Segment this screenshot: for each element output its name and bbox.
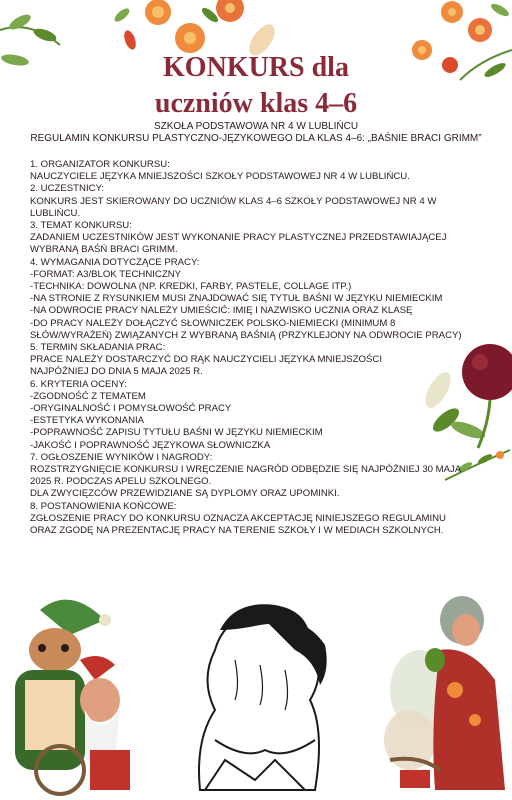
text-line: 8. POSTANOWIENIA KOŃCOWE: [30,500,177,512]
text-line: 6. KRYTERIA OCENY: [30,378,127,390]
text-line: 4. WYMAGANIA DOTYCZĄCE PRACY: [30,256,200,268]
fairy-illustration [380,590,512,800]
text-line: 2025 R. PODCZAS APELU SZKOLNEGO. [30,476,212,488]
text-line: NAJPÓŹNIEJ DO DNIA 5 MAJA 2025 R. [30,366,203,378]
text-line: -ESTETYKA WYKONANIA [30,415,145,427]
text-line: SŁÓW/WYRAŻEŃ) ZWIĄZANYCH Z WYBRANĄ BAŚNIĄ (PRZYKLEJONY NA ODWROCIE PRACY) [30,329,462,341]
text-line: PRACE NALEŻY DOSTARCZYĆ DO RĄK NAUCZYCIELI JĘZYKA MNIEJSZOŚCI [30,354,383,366]
text-line: -ZGODNOŚĆ Z TEMATEM [30,390,146,402]
text-line: -ORYGINALNOŚĆ I POMYSŁOWOŚĆ PRACY [30,403,232,415]
text-line: -FORMAT: A3/BLOK TECHNICZNY [30,268,182,280]
text-line: KONKURS JEST SKIEROWANY DO UCZNIÓW KLAS 4–6 SZKOŁY PODSTAWOWEJ NR 4 W [30,195,437,207]
text-line: -DO PRACY NALEŻY DOŁĄCZYĆ SŁOWNICZEK POLSKO-NIEMIECKI (MINIMUM 8 [30,317,396,329]
text-line: 3. TEMAT KONKURSU: [30,220,132,232]
text-line: -JAKOŚĆ I POPRAWNOŚĆ JĘZYKOWA SŁOWNICZKA [30,439,271,451]
page-title-line2: uczniów klas 4–6 [154,88,358,119]
text-line: 2. UCZESTNICY: [30,183,105,195]
gnome-illustration [0,590,150,800]
text-line: DLA ZWYCIĘZCÓW PRZEWIDZIANE SĄ DYPLOMY ORAZ UPOMINKI. [30,488,340,500]
page-title: KONKURS dla [163,52,349,83]
regulation-body [30,159,510,537]
text-line: ROZSTRZYGNIĘCIE KONKURSU I WRĘCZENIE NAGRÓD ODBĘDZIE SIĘ NAJPÓŹNIEJ 30 MAJA [30,464,462,476]
text-line: ZGŁOSZENIE PRACY DO KONKURSU OZNACZA AKCEPTACJĘ NINIEJSZEGO REGULAMINU [30,512,446,524]
text-line: WYBRANĄ BAŚŃ BRACI GRIMM. [30,244,178,256]
text-line: 7. OGŁOSZENIE WYNIKÓW I NAGRODY: [30,451,213,463]
regulation-heading: REGULAMIN KONKURSU PLASTYCZNO-JĘZYKOWEGO DLA KLAS 4–6: „BAŚNIE BRACI GRIMM” [30,133,482,144]
text-line: -POPRAWNOŚĆ ZAPISU TYTUŁU BAŚNI W JĘZYKU NIEMIECKIM [30,427,323,439]
text-line: NAUCZYCIELE JĘZYKA MNIEJSZOŚCI SZKOŁY PODSTAWOWEJ NR 4 W LUBLIŃCU. [30,171,410,183]
text-line: ZADANIEM UCZESTNIKÓW JEST WYKONANIE PRACY PLASTYCZNEJ PRZEDSTAWIAJĄCEJ [30,232,447,244]
text-line: LUBLIŃCU. [30,207,81,219]
text-line: -NA ODWROCIE PRACY NALEŻY UMIEŚCIĆ: IMIĘ I NAZWISKO UCZNIA ORAZ KLASĘ [30,305,413,317]
text-line: ORAZ ZGODĘ NA PREZENTACJĘ PRACY NA TERENIE SZKOŁY I W MEDIACH SZKOLNYCH. [30,525,444,537]
text-line: -TECHNIKA: DOWOLNA (NP. KREDKI, FARBY, PASTELE, COLLAGE ITP.) [30,281,352,293]
text-line: -NA STRONIE Z RYSUNKIEM MUSI ZNAJDOWAĆ SIĘ TYTUŁ BAŚNI W JĘZYKU NIEMIECKIM [30,293,443,305]
brothers-grimm-portrait [165,590,355,800]
school-name: SZKOŁA PODSTAWOWA NR 4 W LUBLIŃCU [153,121,359,132]
text-line: 5. TERMIN SKŁADANIA PRAC: [30,342,166,354]
text-line: 1. ORGANIZATOR KONKURSU: [30,159,170,170]
